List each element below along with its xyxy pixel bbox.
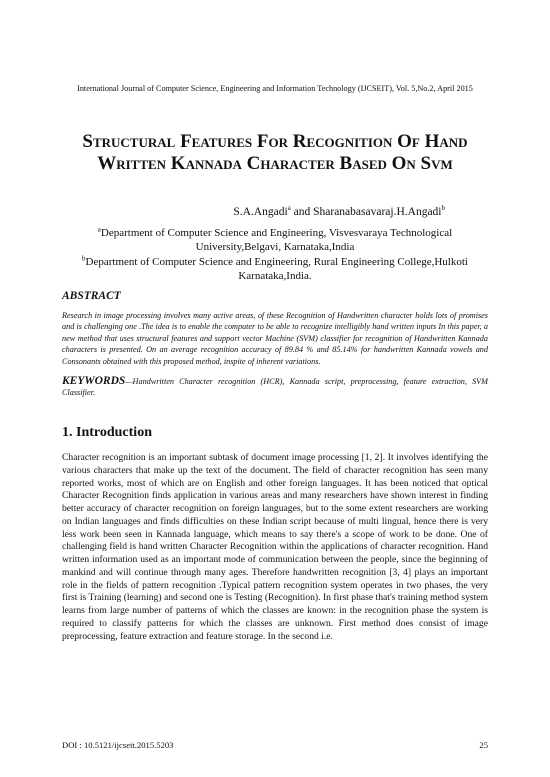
author-conjunction: and <box>290 206 314 218</box>
author-2-sup: b <box>441 204 445 213</box>
affiliation-a-text: Department of Computer Science and Engineering, Visvesvaraya Technological University,Belgavi, Karnataka,India <box>100 227 453 254</box>
affiliation-b-sup: b <box>82 253 86 262</box>
affiliation-a <box>72 226 478 255</box>
author-1-sup: a <box>287 204 291 213</box>
affiliation-a-sup: a <box>97 225 101 234</box>
journal-header: International Journal of Computer Science, Engineering and Information Technology (IJCSEIT), Vol. 5,No.2, April 2015 <box>77 84 473 93</box>
author-1: S.A.Angadi <box>233 206 288 218</box>
affiliation-b <box>72 255 478 284</box>
section-heading-introduction: 1. Introduction <box>62 425 152 440</box>
page-number: 25 <box>479 740 488 750</box>
affiliations <box>72 226 478 283</box>
paper-title: Structural Features For Recognition Of Hand Written Kannada Character Based On Svm <box>82 131 468 174</box>
keywords <box>62 376 488 399</box>
introduction-text: Character recognition is an important subtask of document image processing [1, 2]. It involves identifying the various characters that make up the text of the document. The field of character recognition has seen many reported works, most of which are on English and other foreign languages. It has been noticed that optical Character Recognition finds application in various areas and many researchers have shown interest in finding better accuracy of character recognition on foreign languages, but to the some extent researchers are working on Indian languages and finds difficulties on these Indian script because of multi lingual, hence there is very less work been seen in Kannada language, which means to say there's a scope of work to be done. One of challenging field is hand written Character Recognition within the applications of character recognition. Hand written information used as an important mode of communication between the people, since the beginning of mankind and will continue through many ages. Therefore handwritten recognition [3, 4] plays an important role in the fields of pattern recognition .Typical pattern recognition system operates in two phases, the very first is Training (learning) and second one is Testing (Recognition). In first phase that's training method system learns from large number of patterns of which the classes are known: in the recognition phase the system is required to classify patterns for which the classes are unknown. First method does consist of image preprocessing, feature extraction and feature storage. In the second i.e. <box>62 452 488 642</box>
keywords-label: KEYWORDS <box>62 375 126 387</box>
keywords-text: —Handwritten Character recognition (HCR), Kannada script, preprocessing, feature extraction, SVM Classifier. <box>62 377 488 398</box>
author-2: Sharanabasavaraj.H.Angadi <box>313 206 442 218</box>
footer-doi: DOI : 10.5121/ijcseit.2015.5203 <box>62 740 174 750</box>
abstract-heading: ABSTRACT <box>62 290 121 302</box>
abstract-text: Research in image processing involves many active areas, of these Recognition of Handwritten character holds lots of promises and is challenging one .The idea is to enable the computer to be able to recognize intelligibly hand written inputs In this paper, a new method that uses structural features and support vector Machine (SVM) classifier for recognition of Handwritten Kannada characters is presented. On an average recognition accuracy of 89.84 % and 85.14% for handwritten Kannada vowels and Consonants obtained with this proposed method, inspite of inherent variations. <box>62 311 488 366</box>
affiliation-b-text: Department of Computer Science and Engineering, Rural Engineering College,Hulkoti Karnataka,India. <box>85 255 468 282</box>
